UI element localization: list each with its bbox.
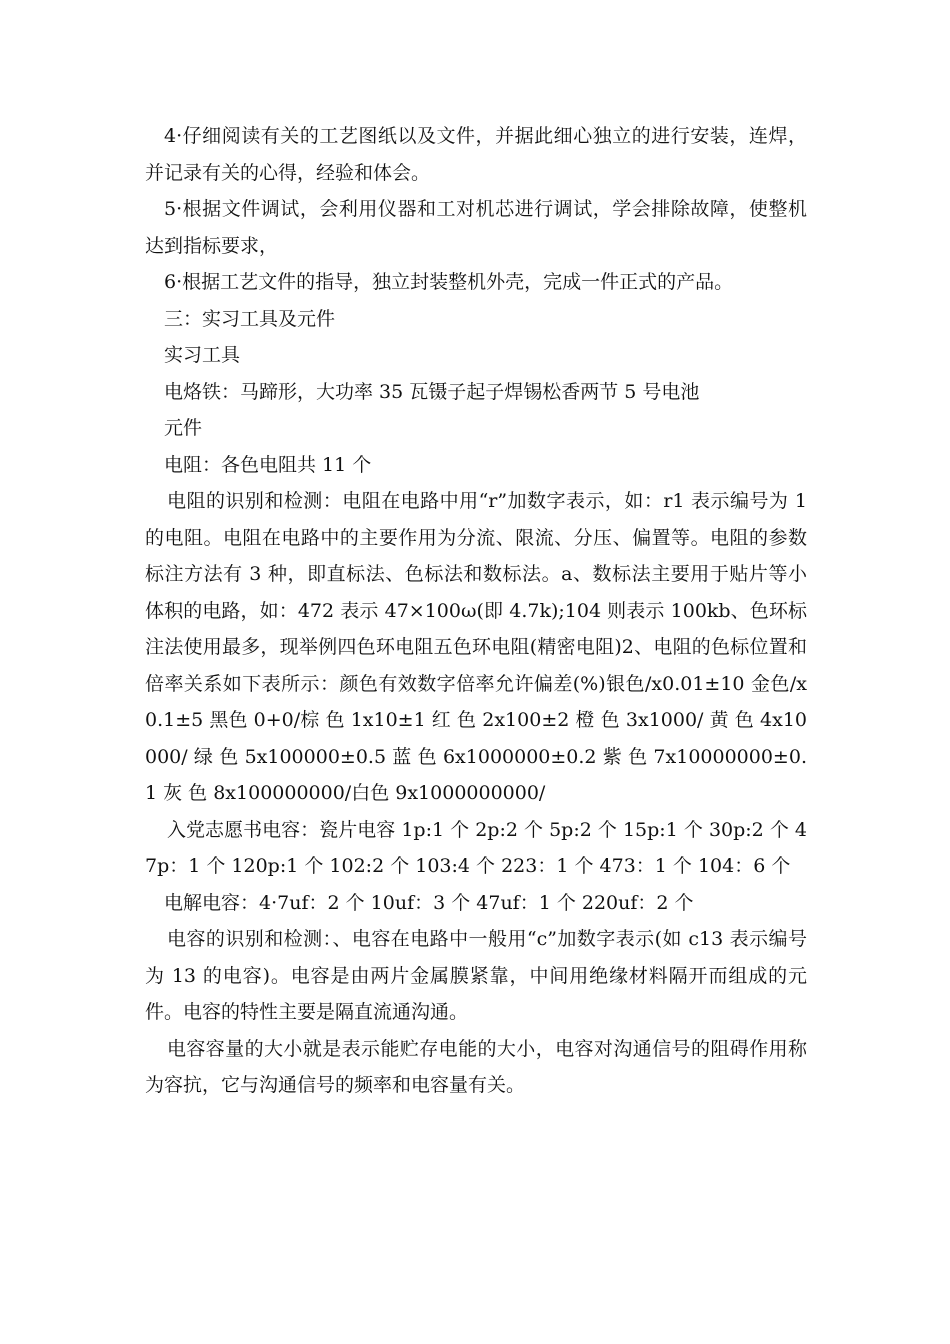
paragraph-resistor-identification: 电阻的识别和检测：电阻在电路中用“r”加数字表示，如：r1 表示编号为 1 的电阻。电阻在电路中的主要作用为分流、限流、分压、偏置等。电阻的参数标注方法有 3 种，即直标法、色标法和数标法。a、数标法主要用于贴片等小体积的电路，如：472 表示 47×100ω(即 4.7k);104 则表示 100kb、色环标注法使用最多，现举例四色环电阻五色环电阻(精密电阻)2、电阻的色标位置和倍率关系如下表所示：颜色有效数字倍率允许偏差(%)银色/x0.01±10 金色/x0.1±5 黑色 0+0/棕 色 1x10±1 红 色 2x100±2 橙 色 3x1000/ 黄 色 4x10000/ 绿 色 5x100000±0.5 蓝 色 6x1000000±0.2 紫 色 7x10000000±0.1 灰 色 8x100000000/白色 9x1000000000/ bbox=[145, 490, 807, 804]
paragraph-electrolytic-capacitors: 电解电容：4·7uf：2 个 10uf：3 个 47uf：1 个 220uf：2 个 bbox=[164, 891, 694, 914]
paragraph-soldering-iron: 电烙铁：马蹄形，大功率 35 瓦镊子起子焊锡松香两节 5 号电池 bbox=[164, 380, 700, 403]
paragraph-step-5: 5·根据文件调试，会利用仪器和工对机芯进行调试，学会排除故障，使整机达到指标要求， bbox=[145, 198, 807, 257]
document-body bbox=[145, 118, 807, 1104]
paragraph-capacitance: 电容容量的大小就是表示能贮存电能的大小，电容对沟通信号的阻碍作用称为容抗，它与沟通信号的频率和电容量有关。 bbox=[145, 1037, 807, 1096]
paragraph-step-6: 6·根据工艺文件的指导，独立封装整机外壳，完成一件正式的产品。 bbox=[164, 271, 734, 293]
paragraph-step-4: 4·仔细阅读有关的工艺图纸以及文件，并据此细心独立的进行安装，连焊，并记录有关的心得，经验和体会。 bbox=[145, 125, 807, 184]
subheading-components: 元件 bbox=[164, 417, 203, 439]
paragraph-capacitor-identification: 电容的识别和检测：、电容在电路中一般用“c”加数字表示(如 c13 表示编号为 13 的电容)。电容是由两片金属膜紧靠，中间用绝缘材料隔开而组成的元件。电容的特性主要是隔直流通沟通。 bbox=[145, 928, 807, 1023]
paragraph-ceramic-capacitors: 入党志愿书电容：瓷片电容 1p:1 个 2p:2 个 5p:2 个 15p:1 个 30p:2 个 47p：1 个 120p:1 个 102:2 个 103:4 个 223：1 个 473：1 个 104：6 个 bbox=[145, 818, 807, 877]
section-heading-tools-components: 三：实习工具及元件 bbox=[164, 307, 336, 330]
subheading-tools: 实习工具 bbox=[164, 344, 241, 366]
paragraph-resistors-count: 电阻：各色电阻共 11 个 bbox=[164, 453, 372, 476]
